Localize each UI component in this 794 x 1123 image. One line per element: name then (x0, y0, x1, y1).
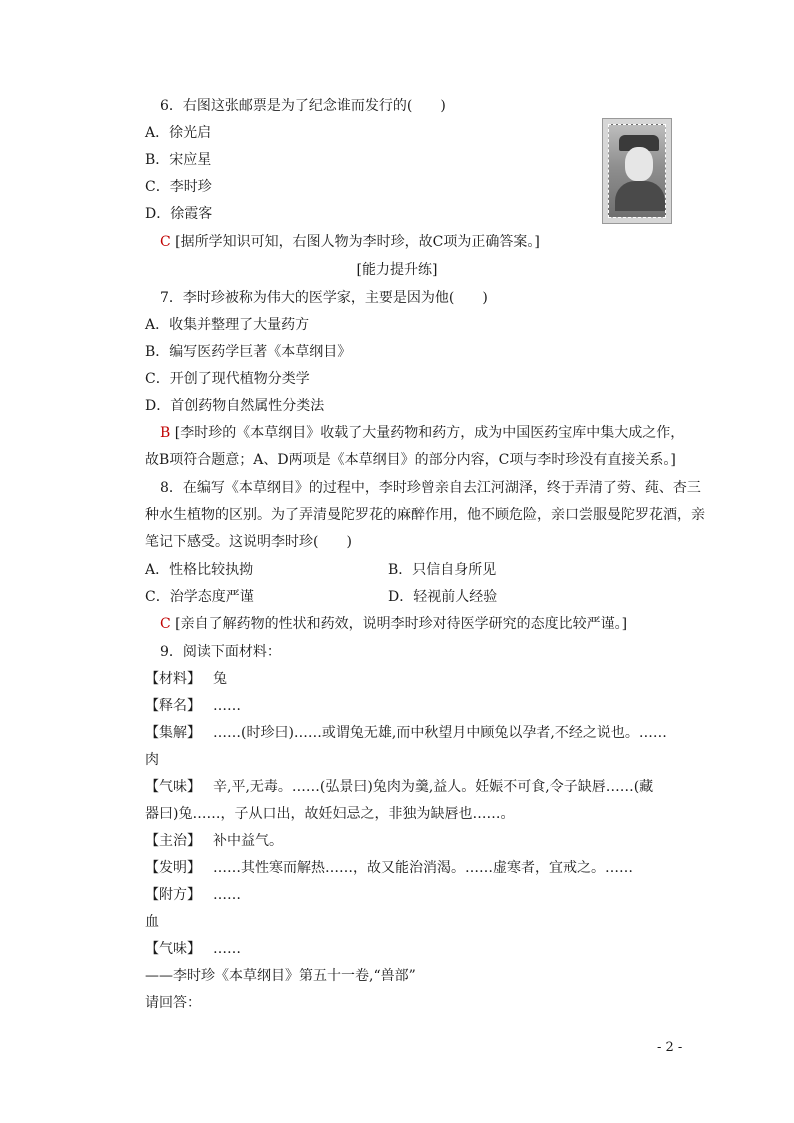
q7-answer (160, 423, 684, 443)
q9-row-meat (145, 750, 159, 770)
q8-stem-3: 笔记下感受。这说明李时珍( ) (145, 534, 352, 550)
q9-row-tag: 【气味】 (145, 779, 201, 795)
q8-answer (160, 614, 627, 634)
q7-stem: 7．李时珍被称为伟大的医学家，主要是因为他( ) (160, 290, 488, 306)
q7-option-a: A．收集并整理了大量药方 (145, 317, 310, 333)
q9-stem: 9．阅读下面材料： (160, 644, 281, 660)
q6-option-a: A．徐光启 (145, 125, 212, 141)
q6-answer-text: [据所学知识可知，右图人物为李时珍，故C项为正确答案。] (175, 234, 540, 250)
q7-answer-text-1: [李时珍的《本草纲目》收载了大量药物和药方，成为中国医药宝库中集大成之作， (174, 425, 685, 441)
q9-row-prescription (145, 885, 241, 905)
q9-row-text: …… (213, 698, 241, 714)
q6-option-b: B．宋应星 (145, 152, 212, 168)
stamp-body-shape (615, 181, 665, 211)
q9-row-text: ……(时珍曰)……或谓兔无雄,而中秋望月中顾兔以孕者,不经之说也。…… (213, 725, 667, 741)
q9-row-text: ……其性寒而解热……，故又能治消渴。……虚寒者，宜戒之。…… (213, 860, 633, 876)
page-number: - 2 - (657, 1040, 683, 1055)
q9-row-text: 补中益气。 (213, 833, 283, 849)
q8-option-b: B．只信自身所见 (388, 562, 497, 578)
q9-row-collected (145, 723, 667, 743)
q9-row-tag: 【集解】 (145, 725, 201, 741)
q9-row-text: 辛,平,无毒。……(弘景曰)兔肉为羹,益人。妊娠不可食,令子缺唇……(藏 (213, 779, 654, 795)
q9-row-text: 兔 (213, 671, 227, 687)
q7-option-c: C．开创了现代植物分类学 (145, 371, 310, 387)
q9-row-text: 器曰)兔……，子从口出，故妊妇忌之，非独为缺唇也……。 (145, 806, 515, 822)
q9-row-flavor (145, 777, 653, 797)
q9-row-blood (145, 912, 159, 932)
stamp-portrait (608, 124, 666, 218)
q6-option-c: C．李时珍 (145, 179, 212, 195)
q9-row-name (145, 696, 241, 716)
q6-stem: 6．右图这张邮票是为了纪念谁而发行的( ) (160, 98, 446, 114)
q6-answer (160, 232, 540, 252)
q9-row-flavor-2 (145, 939, 241, 959)
q8-stem-2: 种水生植物的区别。为了弄清曼陀罗花的麻醉作用，他不顾危险，亲口尝服曼陀罗花酒，亲 (145, 507, 705, 523)
q9-row-tag: 【发明】 (145, 860, 201, 876)
q9-source: ——李时珍《本草纲目》第五十一卷,“兽部” (145, 968, 416, 984)
q6-option-d: D．徐霞客 (145, 206, 213, 222)
q7-answer-text-2: 故B项符合题意；A、D两项是《本草纲目》的部分内容，C项与李时珍没有直接关系。] (145, 452, 676, 468)
q9-row-tag: 【释名】 (145, 698, 201, 714)
stamp-face-shape (625, 147, 653, 181)
q9-row-tag: 【材料】 (145, 671, 201, 687)
q9-prompt: 请回答： (145, 995, 201, 1011)
q9-row-text: …… (213, 887, 241, 903)
q9-row-text: 血 (145, 914, 159, 930)
q8-option-c: C．治学态度严谨 (145, 589, 254, 605)
q7-option-d: D．首创药物自然属性分类法 (145, 398, 325, 414)
q9-row-flavor-cont (145, 804, 514, 824)
q6-answer-letter: C (160, 234, 171, 250)
q8-stem-1: 8．在编写《本草纲目》的过程中，李时珍曾亲自去江河湖泽，终于弄清了䓖、莼、杏三 (160, 480, 701, 496)
q7-answer-letter: B (160, 425, 171, 441)
q7-option-b: B．编写医药学巨著《本草纲目》 (145, 344, 352, 360)
q9-row-tag: 【主治】 (145, 833, 201, 849)
q9-row-tag: 【附方】 (145, 887, 201, 903)
q8-answer-text: [亲自了解药物的性状和药效，说明李时珍对待医学研究的态度比较严谨。] (175, 616, 628, 632)
q9-row-explanation (145, 858, 633, 878)
q9-row-text: 肉 (145, 752, 159, 768)
q8-option-a: A．性格比较执拗 (145, 562, 254, 578)
q8-answer-letter: C (160, 616, 171, 632)
li-shizhen-stamp-image (602, 118, 672, 224)
q9-row-material (145, 669, 227, 689)
section-title: [能力提升练] (356, 262, 438, 278)
q9-row-text: …… (213, 941, 241, 957)
q8-option-d: D．轻视前人经验 (388, 589, 498, 605)
q9-row-tag: 【气味】 (145, 941, 201, 957)
q9-row-indication (145, 831, 283, 851)
